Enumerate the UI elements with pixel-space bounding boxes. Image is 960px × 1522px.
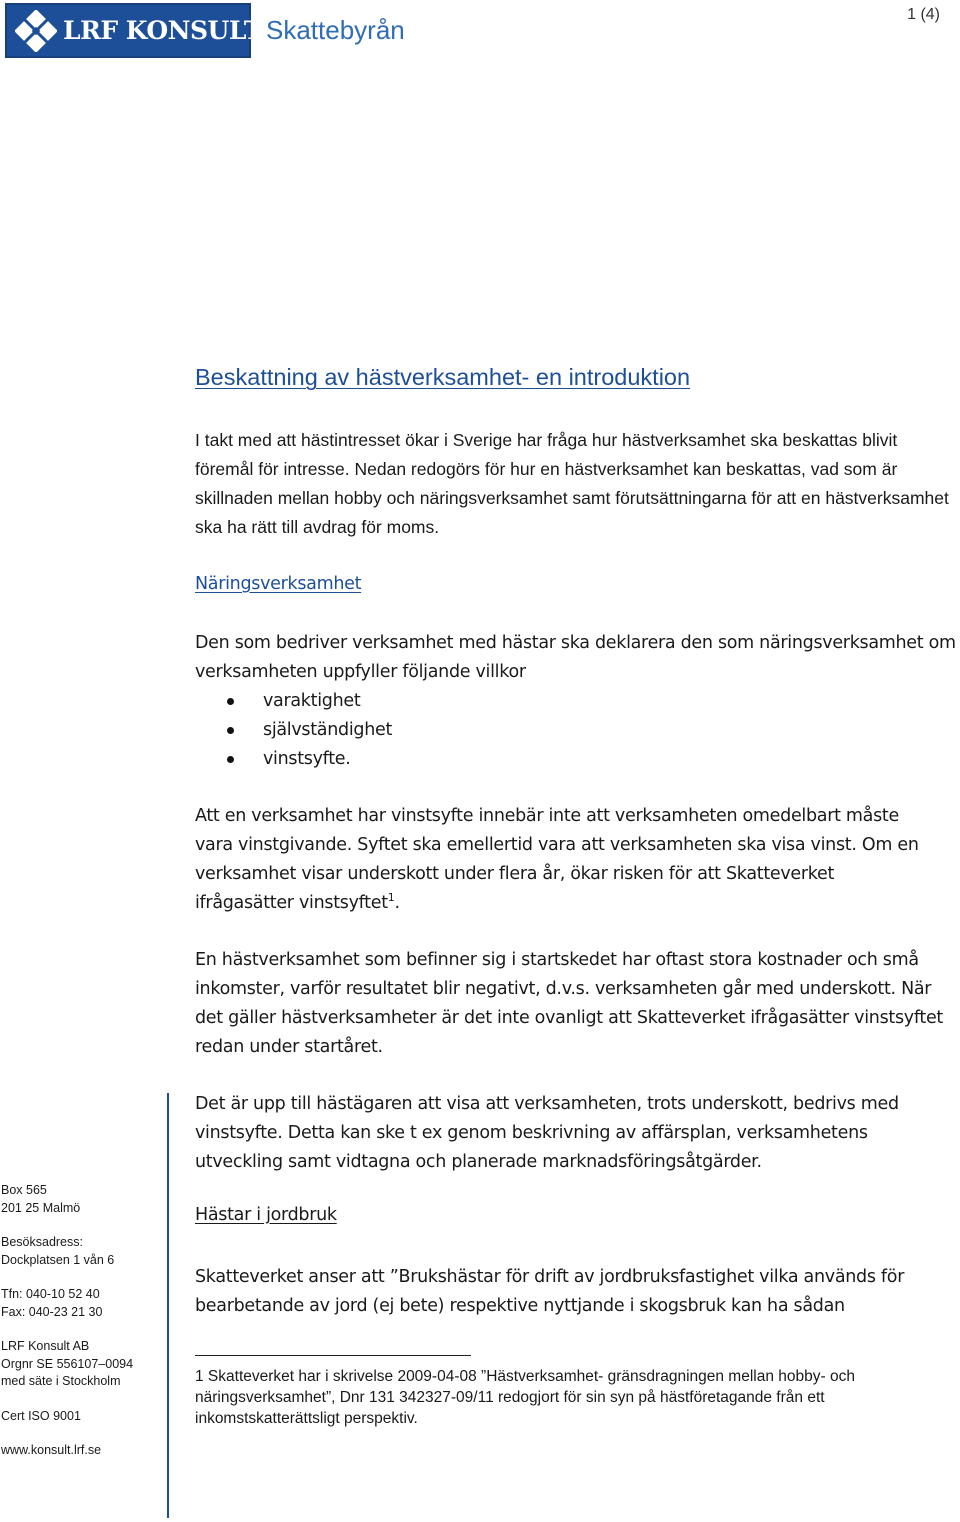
org-number: Orgnr SE 556107–0094 <box>1 1356 134 1371</box>
section1-paragraph-2 <box>195 802 935 918</box>
intro-paragraph: I takt med att hästintresset ökar i Sverige har fråga hur hästverksamhet ska beskattas blivit föremål för intresse. Nedan redogörs för hur en hästverksamhet kan beskattas, vad som är skillnaden mellan hobby och näringsverksamhet samt förutsättningarna för att en hästverksamhet ska ha rätt till avdrag för moms. <box>195 430 949 537</box>
logo-text: LRF KONSULT <box>63 16 262 45</box>
website-link[interactable]: www.konsult.lrf.se <box>1 1443 102 1457</box>
visit-label: Besöksadress: <box>1 1235 83 1249</box>
section1-paragraph-1: Den som bedriver verksamhet med hästar ska deklarera den som näringsverksamhet om verksamheten uppfyller följande villkor <box>195 633 956 682</box>
document-title: Beskattning av hästverksamhet- en introduktion <box>195 364 691 390</box>
company-seat: med säte i Stockholm <box>1 1374 121 1388</box>
list-item: vinstsyfte. <box>195 745 695 774</box>
footnote-text: Skatteverket har i skrivelse 2009-04-08 ”Hästverksamhet- gränsdragningen mellan hobby- och näringsverksamhet”, Dnr 131 342327-09/11 redogjort för sin syn på hästföretagande från ett inkomstskatterättsligt perspektiv. <box>195 1368 855 1427</box>
section1-paragraph-4: Det är upp till hästägaren att visa att verksamheten, trots underskott, bedrivs med vinstsyfte. Detta kan ske t ex genom beskrivning av affärsplan, verksamhetens utveckling samt vidtagna och planerade marknadsföringsåtgärder. <box>195 1094 899 1172</box>
footnote <box>195 1366 955 1429</box>
list-item: självständighet <box>195 716 695 745</box>
address-postal: 201 25 Malmö <box>1 1200 81 1215</box>
section1-paragraph-2-end: . <box>394 893 400 913</box>
address-box: Box 565 <box>1 1183 47 1197</box>
section1-paragraph-3: En hästverksamhet som befinner sig i startskedet har oftast stora kostnader och små inkomster, varför resultatet blir negativt, d.v.s. verksamheten går med underskott. När det gäller hästverksamheter är det inte ovanligt att Skatteverket ifrågasätter vinstsyftet redan under startåret. <box>195 950 943 1057</box>
fax-number: Fax: 040-23 21 30 <box>1 1304 103 1319</box>
address-block <box>0 1182 160 1460</box>
footnote-number: 1 <box>195 1368 204 1385</box>
certification: Cert ISO 9001 <box>1 1408 81 1423</box>
visit-address: Dockplatsen 1 vån 6 <box>1 1252 115 1267</box>
conditions-list <box>195 687 695 774</box>
footnote-divider <box>195 1355 471 1356</box>
section-heading-hastar-i-jordbruk: Hästar i jordbruk <box>195 1205 337 1225</box>
footnote-reference[interactable]: 1 <box>387 891 395 905</box>
margin-divider <box>167 1093 169 1518</box>
section1-paragraph-2-text: Att en verksamhet har vinstsyfte innebär inte att verksamheten omedelbart måste vara vinstgivande. Syftet ska emellertid vara att verksamheten ska visa vinst. Om en verksamhet visar underskott under flera år, ökar risken för att Skatteverket ifrågasätter vinstsyftet <box>195 806 919 913</box>
company-logo <box>5 3 262 58</box>
list-item: varaktighet <box>195 687 695 716</box>
page-number: 1 (4) <box>907 6 940 23</box>
phone-number: Tfn: 040-10 52 40 <box>1 1287 100 1301</box>
section2-paragraph-1: Skatteverket anser att ”Brukshästar för drift av jordbruksfastighet vilka används för bearbetande av jord (ej bete) respektive nyttjande i skogsbruk kan ha sådan <box>195 1267 905 1316</box>
section-heading-naringsverksamhet: Näringsverksamhet <box>195 574 362 594</box>
clover-icon <box>15 10 57 52</box>
brand-name: Skattebyrån <box>266 15 405 45</box>
company-name: LRF Konsult AB <box>1 1339 90 1353</box>
